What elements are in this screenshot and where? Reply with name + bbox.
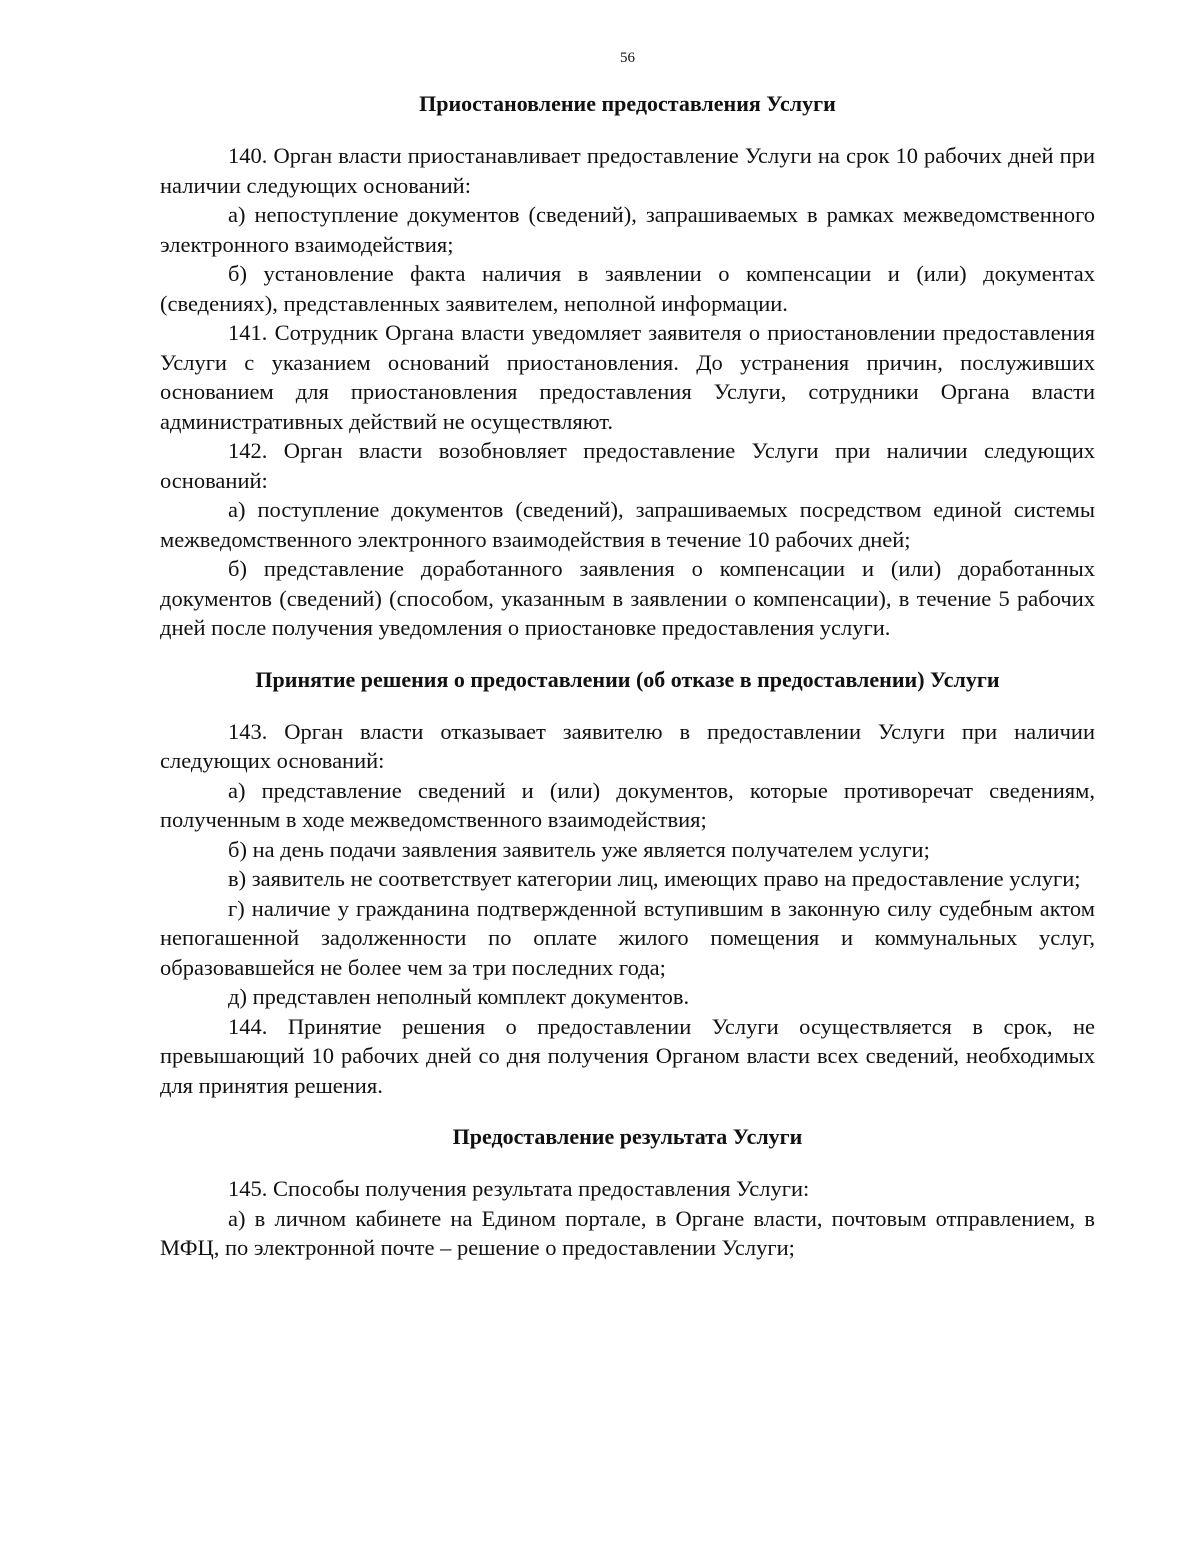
paragraph: б) установление факта наличия в заявлении о компенсации и (или) документах (сведениях), представленных заявителем, неполной информации. — [160, 261, 1095, 316]
page-number: 56 — [620, 50, 635, 66]
paragraph: а) представление сведений и (или) документов, которые противоречат сведениям, полученным в ходе межведомственного взаимодействия; — [160, 777, 1095, 832]
paragraph: 145. Способы получения результата предоставления Услуги: — [228, 1176, 810, 1201]
paragraph: а) поступление документов (сведений), запрашиваемых посредством единой системы межведомственного электронного взаимодействия в течение 10 рабочих дней; — [160, 497, 1095, 552]
section-gap — [160, 1100, 1095, 1122]
paragraph: а) в личном кабинете на Едином портале, в Органе власти, почтовым отправлением, в МФЦ, по электронной почте – решение о предоставлении Услуги; — [160, 1205, 1095, 1260]
section-decision — [160, 665, 1095, 1101]
section-result — [160, 1122, 1095, 1263]
paragraph: 143. Орган власти отказывает заявителю в предоставлении Услуги при наличии следующих оснований: — [160, 718, 1095, 773]
paragraph: 142. Орган власти возобновляет предоставление Услуги при наличии следующих оснований: — [160, 438, 1095, 493]
section-heading: Принятие решения о предоставлении (об отказе в предоставлении) Услуги — [255, 666, 1000, 692]
paragraph: 141. Сотрудник Органа власти уведомляет заявителя о приостановлении предоставления Услуги с указанием оснований приостановления. До устранения причин, послуживших основанием для приостановления предоставления Услуги, сотрудники Органа власти административных действий не осуществляют. — [160, 320, 1095, 434]
paragraph: б) на день подачи заявления заявитель уже является получателем услуги; — [228, 836, 930, 862]
paragraph: а) непоступление документов (сведений), запрашиваемых в рамках межведомственного электронного взаимодействия; — [160, 202, 1095, 257]
paragraph: д) представлен неполный комплект документов. — [228, 984, 690, 1009]
section-heading: Приостановление предоставления Услуги — [419, 91, 836, 116]
paragraph: б) представление доработанного заявления о компенсации и (или) доработанных документов (сведений) (способом, указанным в заявлении о компенсации), в течение 5 рабочих дней после получения уведомления о приостановке предоставления услуги. — [160, 556, 1095, 640]
section-suspension — [160, 89, 1095, 643]
paragraph: 144. Принятие решения о предоставлении Услуги осуществляется в срок, не превышающий 10 рабочих дней со дня получения Органом власти всех сведений, необходимых для принятия решения. — [160, 1013, 1095, 1098]
section-gap — [160, 643, 1095, 665]
paragraph: 140. Орган власти приостанавливает предоставление Услуги на срок 10 рабочих дней при наличии следующих оснований: — [160, 143, 1095, 198]
section-heading: Предоставление результата Услуги — [452, 1124, 803, 1149]
paragraph: в) заявитель не соответствует категории лиц, имеющих право на предоставление услуги; — [228, 866, 1081, 891]
paragraph: г) наличие у гражданина подтвержденной вступившим в законную силу судебным актом непогашенной задолженности по оплате жилого помещения и коммунальных услуг, образовавшейся не более чем за три последних года; — [160, 895, 1095, 980]
document-page — [160, 50, 1095, 1263]
